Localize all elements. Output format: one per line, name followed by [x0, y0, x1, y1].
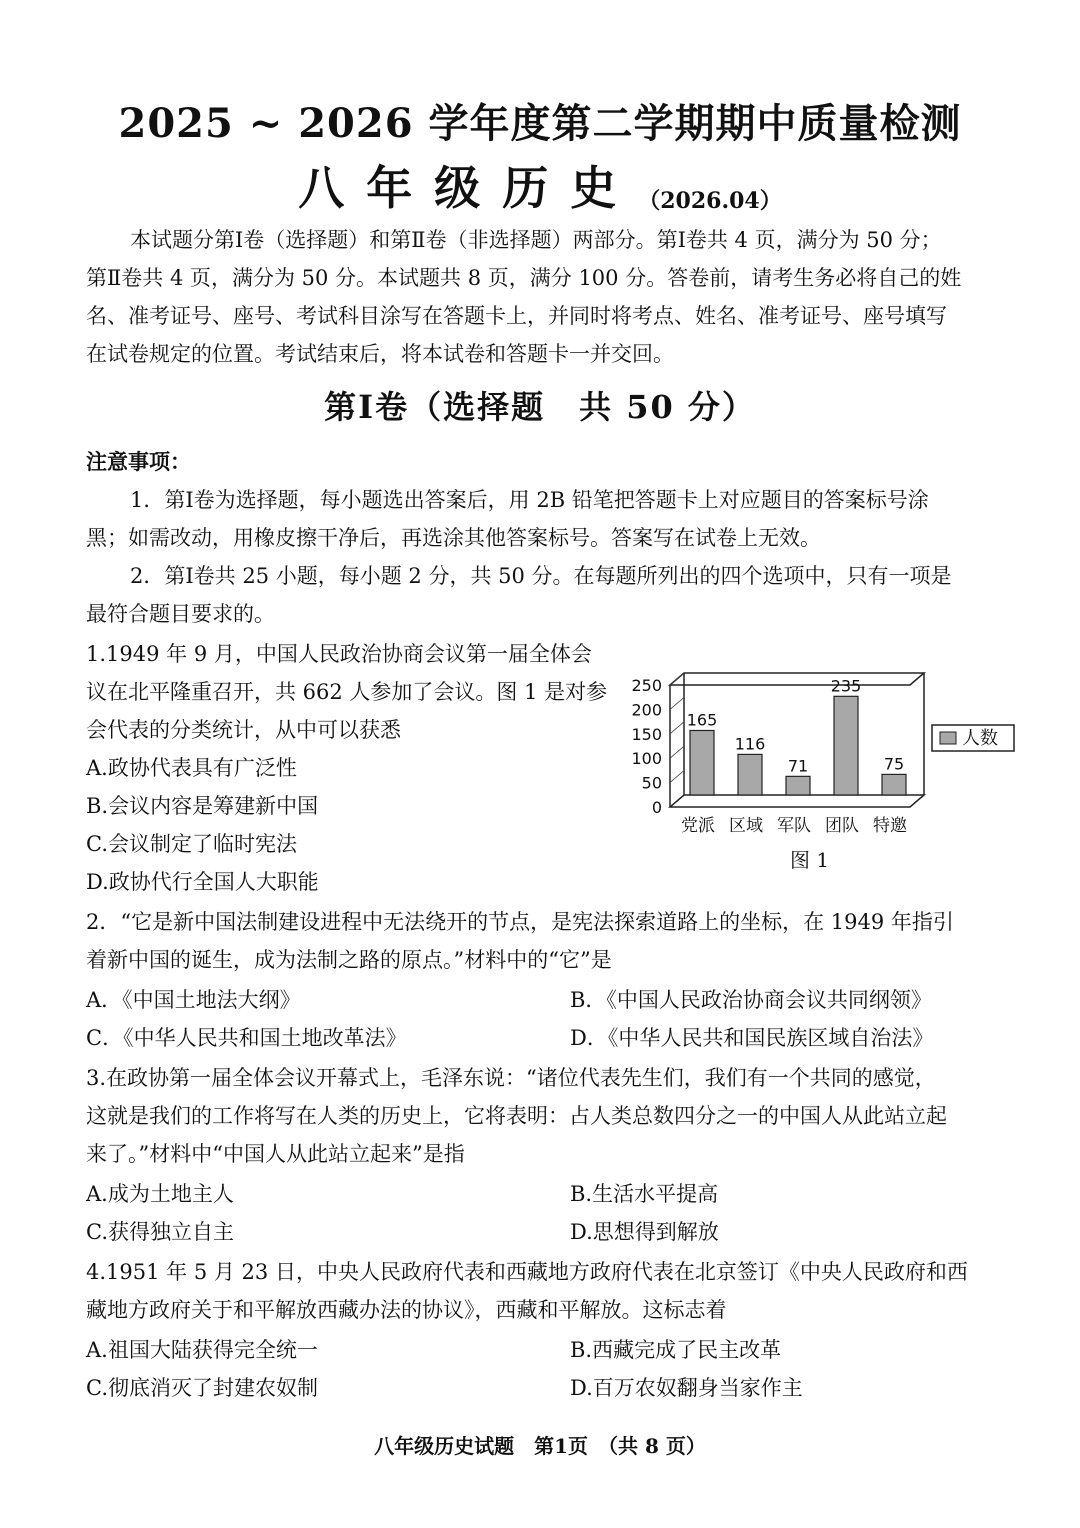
page-footer: 八年级历史试题 第1页 （共 8 页）: [374, 1434, 706, 1458]
bar-value-label: 116: [734, 734, 766, 754]
bar-4: [834, 696, 858, 795]
question-stem-line: 4.1951 年 5 月 23 日，中央人民政府代表和西藏地方政府代表在北京签订《中央人民政府和西: [86, 1260, 968, 1284]
option-a: A.成为土地主人: [86, 1182, 234, 1206]
chart-value-labels: [687, 676, 904, 775]
intro-line: 在试卷规定的位置。考试结束后，将本试卷和答题卡一并交回。: [86, 342, 674, 366]
intro-line: 名、准考证号、座号、考试科目涂写在答题卡上，并同时将考点、姓名、准考证号、座号填写: [86, 304, 947, 328]
option-a: A．《中国土地法大纲》: [86, 988, 301, 1012]
question-stem-line: 来了。”材料中“中国人从此站立起来”是指: [86, 1142, 465, 1166]
x-tick-label: 特邀: [873, 816, 907, 836]
y-tick-label: 50: [641, 773, 662, 793]
intro-line: 本试题分第Ⅰ卷（选择题）和第Ⅱ卷（非选择题）两部分。第Ⅰ卷共 4 页，满分为 50 分；: [130, 228, 942, 252]
option-c: C.会议制定了临时宪法: [86, 832, 297, 856]
question-stem-line: 藏地方政府关于和平解放西藏办法的协议》，西藏和平解放。这标志着: [86, 1298, 727, 1322]
question-stem-line: 议在北平隆重召开，共 662 人参加了会议。图 1 是对参: [86, 680, 608, 704]
question-stem-line: 会代表的分类统计，从中可以获悉: [86, 718, 401, 742]
legend-swatch: [940, 732, 956, 744]
bar-2: [738, 754, 762, 795]
notes-line: 最符合题目要求的。: [86, 602, 275, 626]
x-tick-label: 党派: [681, 816, 715, 836]
x-tick-label: 区域: [729, 816, 763, 836]
option-c: C.彻底消灭了封建农奴制: [86, 1376, 318, 1400]
chart-gridlines: [670, 673, 684, 783]
subject-title: 八年级历史: [298, 161, 639, 215]
x-tick-label: 军队: [777, 816, 811, 836]
chart-frame-top: [670, 673, 924, 685]
question-stem-line: 着新中国的诞生，成为法制之路的原点。”材料中的“它”是: [86, 948, 612, 972]
bar-value-label: 235: [830, 676, 862, 696]
option-b: B.西藏完成了民主改革: [570, 1338, 782, 1362]
bar-value-label: 71: [787, 756, 809, 776]
figure-caption: 图 1: [790, 848, 830, 872]
legend-label: 人数: [962, 728, 998, 749]
exam-date: （2026.04）: [638, 188, 782, 214]
option-b: B.会议内容是筹建新中国: [86, 794, 319, 818]
option-c: C．《中华人民共和国土地改革法》: [86, 1026, 407, 1050]
subject-row: [0, 152, 1080, 218]
notes-line: 2．第Ⅰ卷共 25 小题，每小题 2 分，共 50 分。在每题所列出的四个选项中，只有一项是: [130, 564, 952, 588]
chart-y-ticks: [631, 676, 662, 817]
chart-floor: [670, 795, 924, 807]
option-c: C.获得独立自主: [86, 1220, 234, 1244]
notes-heading: 注意事项：: [86, 449, 191, 474]
notes-line: 1．第Ⅰ卷为选择题，每小题选出答案后，用 2B 铅笔把答题卡上对应题目的答案标号涂: [130, 488, 929, 512]
y-tick-label: 100: [631, 749, 662, 769]
option-a: A.祖国大陆获得完全统一: [86, 1338, 318, 1362]
gridline: [670, 771, 684, 783]
exam-title: 2025 ~ 2026 学年度第二学期期中质量检测: [118, 100, 962, 147]
chart-bars: [690, 696, 906, 795]
question-stem-line: 3.在政协第一届全体会议开幕式上，毛泽东说：“诸位代表先生们，我们有一个共同的感觉，: [86, 1066, 936, 1090]
gridline: [670, 722, 684, 734]
gridline: [670, 697, 684, 709]
bar-5: [882, 774, 906, 795]
intro-line: 第Ⅱ卷共 4 页，满分为 50 分。本试题共 8 页，满分 100 分。答卷前，请考生务必将自己的姓: [86, 266, 962, 290]
option-a: A.政协代表具有广泛性: [86, 756, 297, 780]
chart-x-labels: [681, 816, 907, 836]
option-d: D.思想得到解放: [570, 1220, 719, 1244]
option-b: B．《中国人民政治协商会议共同纲领》: [570, 988, 932, 1012]
option-b: B.生活水平提高: [570, 1182, 719, 1206]
question-stem-line: 2．“它是新中国法制建设进程中无法绕开的节点，是宪法探索道路上的坐标，在 1949 年指引: [86, 910, 954, 934]
bar-value-label: 75: [883, 754, 905, 774]
question-stem-line: 这就是我们的工作将写在人类的历史上，它将表明：占人类总数四分之一的中国人从此站立起: [86, 1104, 947, 1128]
bar-1: [690, 730, 714, 795]
option-d: D.政协代行全国人大职能: [86, 870, 319, 894]
y-tick-label: 150: [631, 724, 662, 744]
section-title: 第Ⅰ卷（选择题 共 50 分）: [324, 388, 756, 426]
y-tick-label: 200: [631, 700, 662, 720]
notes-line: 黑；如需改动，用橡皮擦干净后，再选涂其他答案标号。答案写在试卷上无效。: [86, 526, 821, 550]
question-stem-line: 1.1949 年 9 月，中国人民政治协商会议第一届全体会: [86, 642, 592, 666]
bar-3: [786, 776, 810, 795]
x-tick-label: 团队: [825, 816, 859, 836]
y-tick-label: 250: [631, 676, 662, 695]
option-d: D.百万农奴翻身当家作主: [570, 1376, 803, 1400]
y-tick-label: 0: [651, 798, 662, 817]
option-d: D．《中华人民共和国民族区域自治法》: [570, 1026, 934, 1050]
bar-value-label: 165: [686, 710, 718, 730]
gridline: [670, 746, 684, 758]
